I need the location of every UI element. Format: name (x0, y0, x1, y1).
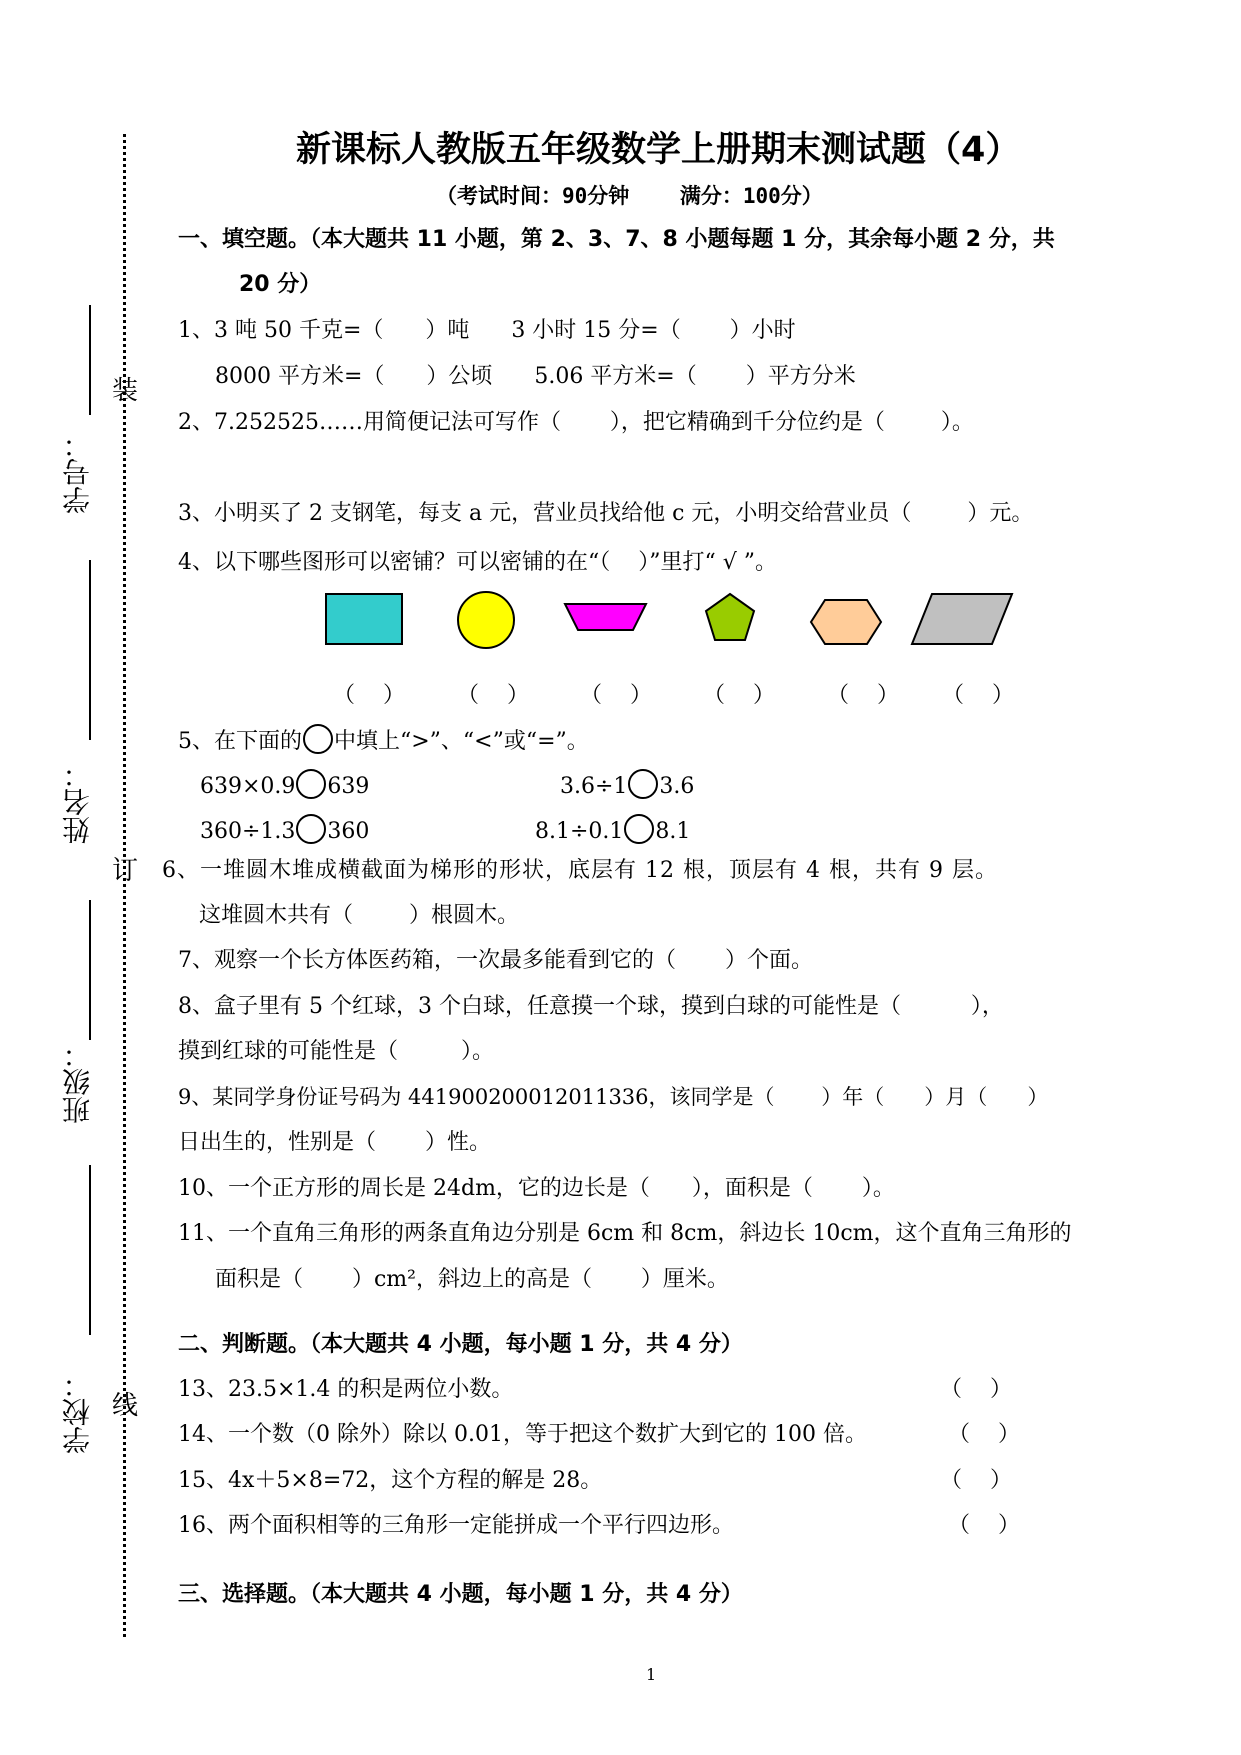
question-11a: 11、一个直角三角形的两条直角边分别是 6cm 和 8cm，斜边长 10cm，这个直角三角形的 (178, 1221, 1072, 1246)
trapezoid-shape (565, 604, 646, 630)
question-9a: 9、某同学身份证号码为 441900200012011336，该同学是（ ）年（ ）月（ ） (178, 1085, 1049, 1109)
section1-heading-cont: 20 分） (239, 272, 322, 297)
name-label: 姓名： (61, 760, 94, 844)
binding-underline (89, 900, 91, 1040)
page-number: 1 (646, 1665, 657, 1684)
judge-item-14: 14、一个数（0 除外）除以 0.01，等于把这个数扩大到它的 100 倍。 (178, 1422, 867, 1447)
pentagon-shape (706, 594, 754, 640)
question-5 (178, 724, 589, 754)
answer-paren[interactable]: （ ） (457, 683, 529, 708)
binding-underline (89, 560, 91, 740)
rectangle-shape (326, 594, 402, 644)
student-number-label: 学号： (61, 430, 94, 514)
question-6a: 6、一堆圆木堆成横截面为梯形的形状，底层有 12 根，顶层有 4 根，共有 9 层。 (162, 858, 998, 883)
binding-char-xian: 线 (112, 1391, 139, 1421)
section1-heading: 一、填空题。（本大题共 11 小题，第 2、3、7、8 小题每题 1 分，其余每小题 2 分，共 (178, 227, 1055, 252)
compare-item (200, 769, 369, 799)
compare-right: 8.1 (655, 819, 691, 844)
answer-paren[interactable]: （ ） (942, 683, 1014, 708)
question-2: 2、7.252525……用简便记法可写作（ ），把它精确到千分位约是（ ）。 (178, 410, 974, 435)
answer-paren[interactable]: （ ） (703, 683, 775, 708)
page-title: 新课标人教版五年级数学上册期末测试题（4） (296, 130, 1021, 170)
compare-right: 360 (327, 819, 370, 844)
circle-shape (458, 592, 514, 648)
judge-paren-13[interactable]: （ ） (940, 1377, 1012, 1402)
judge-item-15: 15、4x＋5×8=72，这个方程的解是 28。 (178, 1468, 603, 1493)
compare-circle[interactable] (296, 814, 326, 844)
question-9b: 日出生的，性别是（ ）性。 (178, 1130, 491, 1155)
compare-right: 3.6 (659, 774, 695, 799)
question-3: 3、小明买了 2 支钢笔，每支 a 元，营业员找给他 c 元，小明交给营业员（ ）元。 (178, 501, 1034, 526)
judge-item-13: 13、23.5×1.4 的积是两位小数。 (178, 1377, 514, 1402)
question-1a: 1、3 吨 50 千克=（ ）吨 3 小时 15 分=（ ）小时 (178, 318, 796, 343)
compare-right: 639 (327, 774, 370, 799)
compare-circle[interactable] (628, 769, 658, 799)
compare-item (200, 814, 369, 844)
question-8b: 摸到红球的可能性是（ ）。 (178, 1039, 494, 1064)
judge-paren-14[interactable]: （ ） (948, 1422, 1020, 1447)
judge-paren-15[interactable]: （ ） (940, 1468, 1012, 1493)
compare-left: 360÷1.3 (200, 819, 296, 844)
binding-underline (89, 1165, 91, 1335)
answer-paren[interactable]: （ ） (580, 683, 652, 708)
tiling-shapes (320, 590, 1040, 655)
section3-heading: 三、选择题。（本大题共 4 小题，每小题 1 分，共 4 分） (178, 1582, 743, 1607)
compare-circle[interactable] (624, 814, 654, 844)
compare-circle[interactable] (296, 769, 326, 799)
compare-left: 3.6÷1 (560, 774, 628, 799)
judge-paren-16[interactable]: （ ） (948, 1513, 1020, 1538)
judge-item-16: 16、两个面积相等的三角形一定能拼成一个平行四边形。 (178, 1513, 734, 1538)
binding-underline (89, 305, 91, 415)
question-7: 7、观察一个长方体医药箱，一次最多能看到它的（ ）个面。 (178, 948, 813, 973)
question-11b: 面积是（ ）cm²，斜边上的高是（ ）厘米。 (215, 1267, 729, 1292)
question-6b: 这堆圆木共有（ ）根圆木。 (199, 903, 519, 928)
binding-char-zhuang: 装 (112, 376, 139, 406)
answer-paren[interactable]: （ ） (333, 683, 405, 708)
exam-info: （考试时间：90分钟 满分：100分） (436, 184, 823, 208)
school-label: 学校： (61, 1370, 94, 1454)
hexagon-shape (811, 600, 881, 644)
question-5-text: 5、在下面的 (178, 729, 302, 754)
parallelogram-shape (912, 594, 1012, 644)
question-4: 4、以下哪些图形可以密铺？可以密铺的在“（ ）”里打“ √ ”。 (178, 550, 777, 575)
compare-item (560, 769, 694, 799)
question-5-tail: 中填上“>”、“<”或“=”。 (334, 729, 589, 754)
compare-left: 8.1÷0.1 (535, 819, 624, 844)
answer-paren[interactable]: （ ） (827, 683, 899, 708)
section2-heading: 二、判断题。（本大题共 4 小题，每小题 1 分，共 4 分） (178, 1332, 743, 1357)
question-1b: 8000 平方米=（ ）公顷 5.06 平方米=（ ）平方分米 (215, 364, 856, 389)
binding-char-ding: 订 (112, 856, 139, 886)
compare-circle-icon (303, 724, 333, 754)
question-8a: 8、盒子里有 5 个红球，3 个白球，任意摸一个球，摸到白球的可能性是（ ）， (178, 994, 1004, 1019)
compare-item (535, 814, 690, 844)
compare-left: 639×0.9 (200, 774, 296, 799)
class-label: 班级： (61, 1040, 94, 1124)
question-10: 10、一个正方形的周长是 24dm，它的边长是（ ），面积是（ ）。 (178, 1176, 895, 1201)
